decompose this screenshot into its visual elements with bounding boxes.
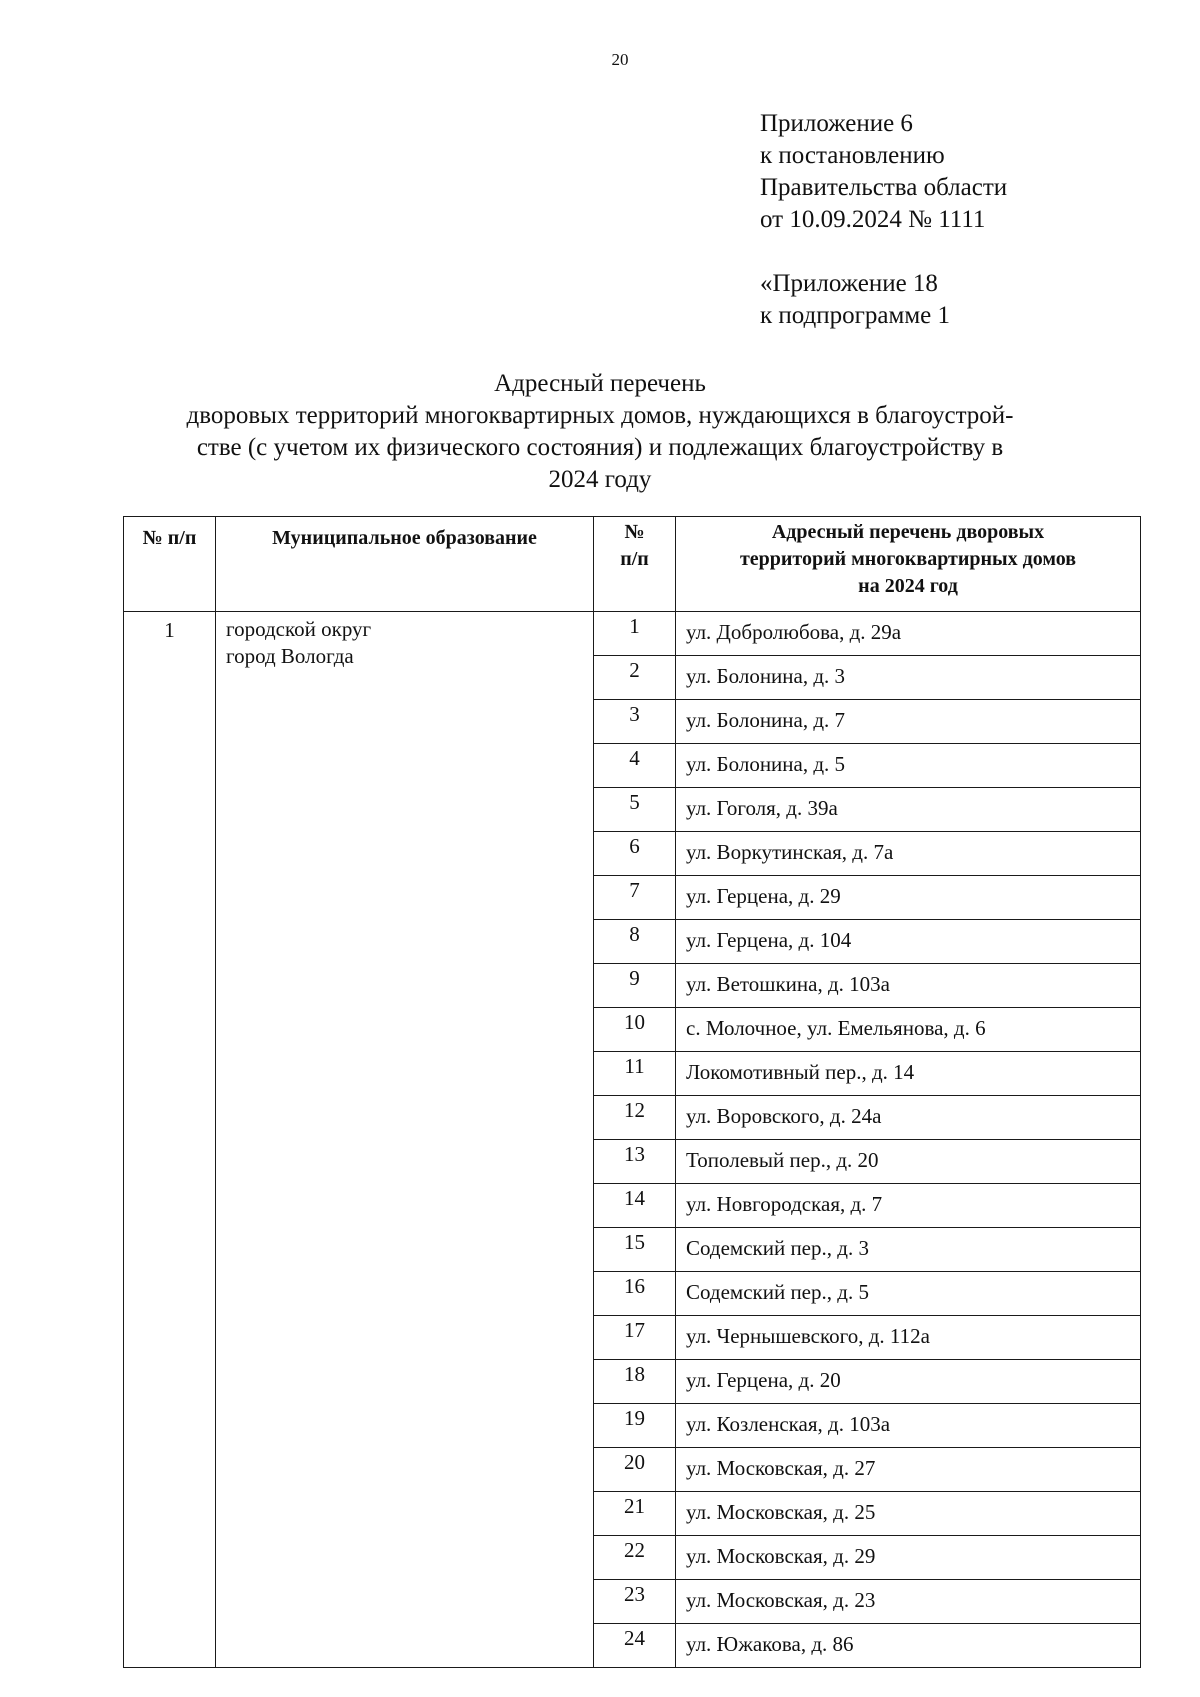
item-number-cell: 20 (594, 1448, 676, 1492)
item-number-cell: 6 (594, 832, 676, 876)
item-number-cell: 3 (594, 700, 676, 744)
address-cell: ул. Герцена, д. 29 (676, 876, 1141, 920)
item-number-cell: 16 (594, 1272, 676, 1316)
header-address-list (676, 517, 1141, 612)
sub-appendix-line: «Приложение 18 (760, 270, 938, 297)
address-cell: ул. Новгородская, д. 7 (676, 1184, 1141, 1228)
table-header-row (124, 517, 1141, 612)
header-row-number: № п/п (124, 517, 216, 612)
header-item-number-line: № (624, 521, 645, 543)
header-address-line: территорий многоквартирных домов (739, 548, 1077, 570)
appendix-line: Приложение 6 (760, 110, 913, 137)
header-address-line: на 2024 год (858, 575, 958, 597)
address-table (123, 516, 1141, 1668)
item-number-cell: 10 (594, 1008, 676, 1052)
header-address-line: Адресный перечень дворовых (771, 521, 1045, 543)
address-cell: Содемский пер., д. 3 (676, 1228, 1141, 1272)
address-cell: ул. Болонина, д. 3 (676, 656, 1141, 700)
address-cell: ул. Козленская, д. 103а (676, 1404, 1141, 1448)
address-cell: ул. Московская, д. 23 (676, 1580, 1141, 1624)
address-cell: ул. Московская, д. 27 (676, 1448, 1141, 1492)
sub-appendix-line: к подпрограмме 1 (760, 302, 950, 329)
group-number-cell: 1 (124, 612, 216, 1668)
header-item-number (594, 517, 676, 612)
title-line: стве (с учетом их физического состояния) и подлежащих благоустройству в (196, 434, 1004, 461)
address-cell: ул. Болонина, д. 7 (676, 700, 1141, 744)
table-body (124, 612, 1141, 1668)
item-number-cell: 11 (594, 1052, 676, 1096)
item-number-cell: 15 (594, 1228, 676, 1272)
address-cell: Тополевый пер., д. 20 (676, 1140, 1141, 1184)
header-item-number-line: п/п (620, 548, 649, 570)
address-cell: Содемский пер., д. 5 (676, 1272, 1141, 1316)
title-line: Адресный перечень (494, 370, 706, 397)
item-number-cell: 21 (594, 1492, 676, 1536)
item-number-cell: 24 (594, 1624, 676, 1668)
appendix-line: Правительства области (760, 174, 1008, 201)
item-number-cell: 18 (594, 1360, 676, 1404)
item-number-cell: 7 (594, 876, 676, 920)
address-cell: ул. Московская, д. 25 (676, 1492, 1141, 1536)
item-number-cell: 17 (594, 1316, 676, 1360)
municipality-line: городской округ (226, 617, 372, 641)
address-cell: ул. Ветошкина, д. 103а (676, 964, 1141, 1008)
address-cell: ул. Герцена, д. 20 (676, 1360, 1141, 1404)
item-number-cell: 5 (594, 788, 676, 832)
title-line: 2024 году (548, 466, 652, 493)
address-cell: ул. Чернышевского, д. 112а (676, 1316, 1141, 1360)
item-number-cell: 12 (594, 1096, 676, 1140)
item-number-cell: 19 (594, 1404, 676, 1448)
item-number-cell: 22 (594, 1536, 676, 1580)
sub-appendix-reference (760, 268, 950, 332)
address-cell: ул. Герцена, д. 104 (676, 920, 1141, 964)
municipality-cell (216, 612, 594, 1668)
address-cell: Локомотивный пер., д. 14 (676, 1052, 1141, 1096)
address-cell: ул. Московская, д. 29 (676, 1536, 1141, 1580)
appendix-line: к постановлению (760, 142, 945, 169)
item-number-cell: 13 (594, 1140, 676, 1184)
document-title (110, 368, 1090, 496)
address-cell: ул. Добролюбова, д. 29а (676, 612, 1141, 656)
item-number-cell: 23 (594, 1580, 676, 1624)
item-number-cell: 8 (594, 920, 676, 964)
table-row (124, 612, 1141, 656)
address-cell: ул. Воровского, д. 24а (676, 1096, 1141, 1140)
address-cell: ул. Болонина, д. 5 (676, 744, 1141, 788)
title-line: дворовых территорий многоквартирных домов, нуждающихся в благоустрой- (186, 402, 1014, 429)
item-number-cell: 2 (594, 656, 676, 700)
municipality-line: город Вологда (226, 644, 354, 668)
item-number-cell: 1 (594, 612, 676, 656)
item-number-cell: 4 (594, 744, 676, 788)
address-cell: с. Молочное, ул. Емельянова, д. 6 (676, 1008, 1141, 1052)
header-municipality: Муниципальное образование (216, 517, 594, 612)
page-number: 20 (611, 50, 629, 69)
item-number-cell: 14 (594, 1184, 676, 1228)
appendix-line: от 10.09.2024 № 1111 (760, 206, 986, 233)
appendix-reference (760, 108, 1007, 236)
address-table-container (123, 516, 1140, 1668)
address-cell: ул. Южакова, д. 86 (676, 1624, 1141, 1668)
item-number-cell: 9 (594, 964, 676, 1008)
address-cell: ул. Воркутинская, д. 7а (676, 832, 1141, 876)
address-cell: ул. Гоголя, д. 39а (676, 788, 1141, 832)
